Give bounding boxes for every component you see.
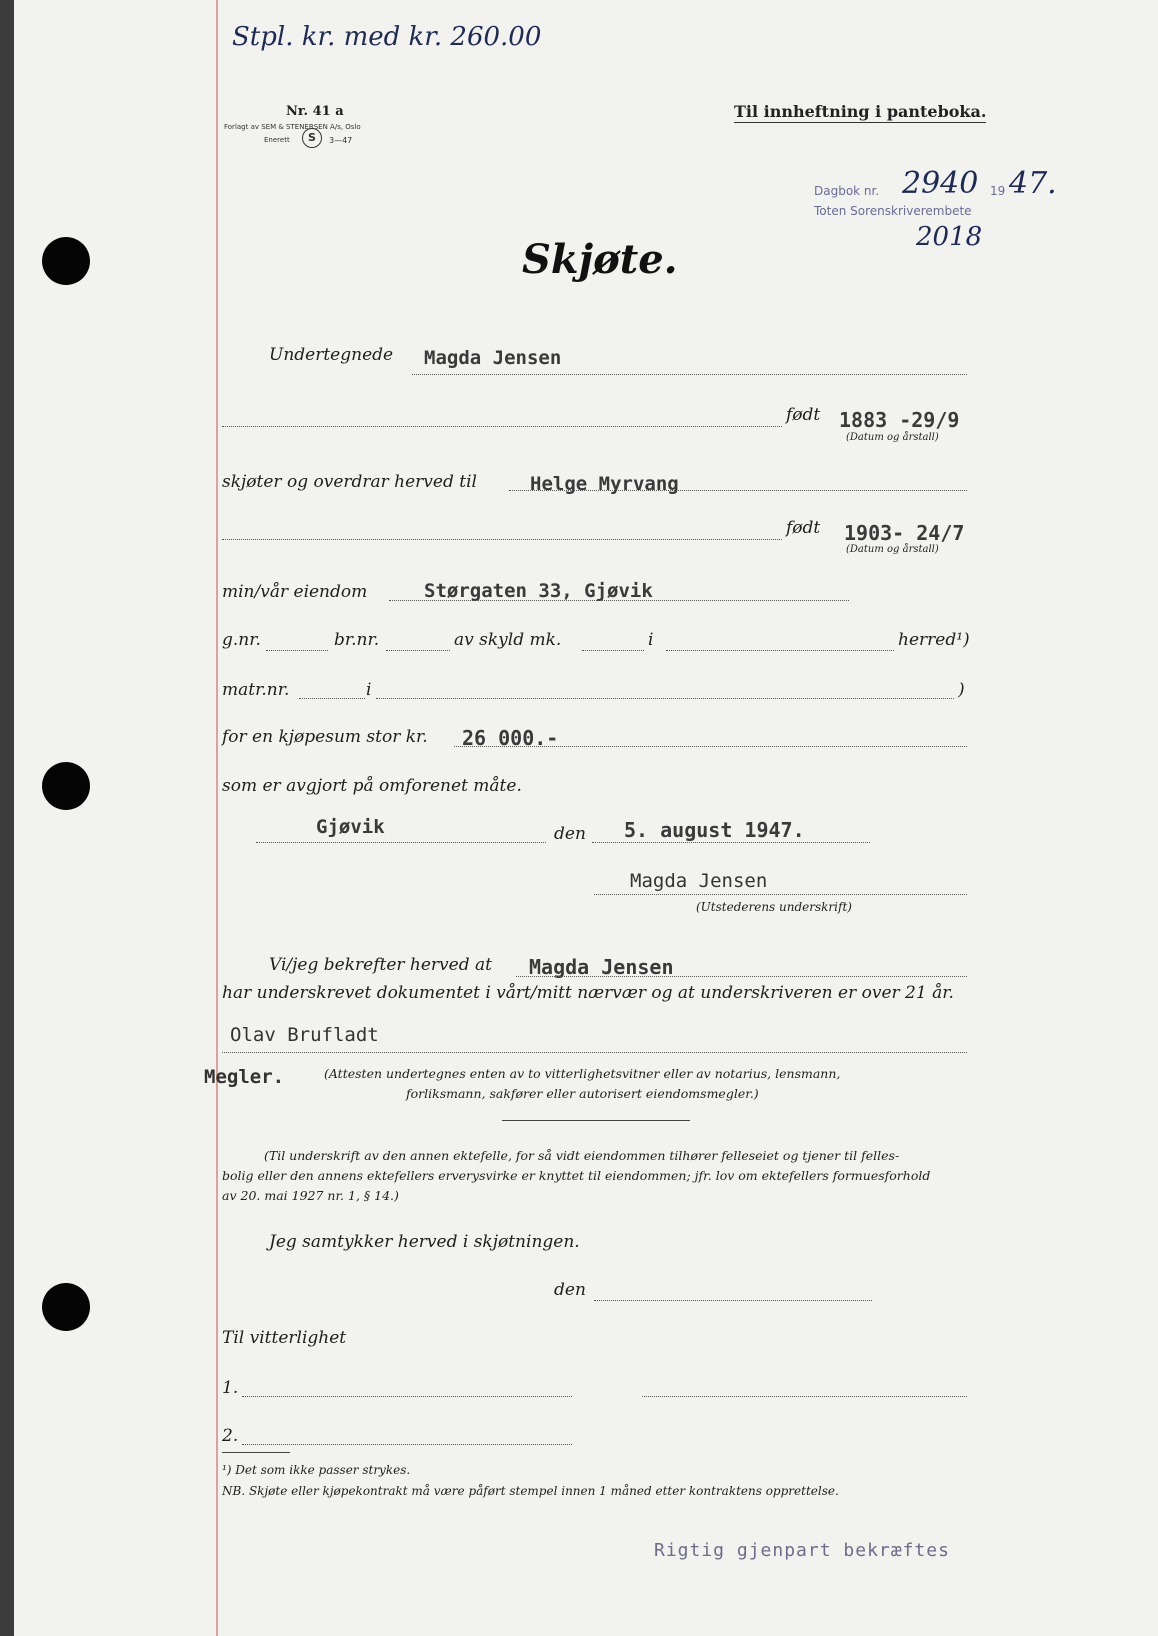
dagbok-number: 2940: [902, 166, 979, 201]
buyer-line: [509, 490, 967, 491]
dagbok-year-suffix: 47.: [1009, 166, 1057, 201]
punch-hole-bottom: [42, 1283, 90, 1331]
bekrefter-line: [516, 976, 967, 977]
place: Gjøvik: [316, 816, 385, 838]
punch-hole-top: [42, 237, 90, 285]
form-number: Nr. 41 a: [286, 104, 344, 119]
i-label: i: [648, 630, 654, 650]
witness-2-label: 2.: [222, 1426, 239, 1446]
buyer-born: 1903- 24/7: [844, 521, 965, 545]
dagbok-year-prefix: 19: [990, 184, 1006, 198]
dagbok-number2: 2018: [916, 222, 983, 252]
matrnr-herred-line: [376, 698, 954, 699]
samtykker-text: Jeg samtykker herved i skjøtningen.: [269, 1232, 580, 1252]
bekrefter-name: Magda Jensen: [529, 955, 674, 979]
skjoter-label: skjøter og overdrar herved til: [222, 472, 477, 492]
brnr-label: br.nr.: [334, 630, 380, 650]
footnote-1: ¹) Det som ikke passer strykes.: [222, 1463, 411, 1477]
witness-title: Megler.: [204, 1066, 285, 1088]
spouse-note-1: (Til underskrift av den annen ektefelle, for så vidt eiendommen tilhører felleseiet og tjener til felles-: [264, 1148, 900, 1163]
buyer-extra-line: [222, 539, 782, 540]
seller-extra-line: [222, 426, 782, 427]
vitterlighet-label: Til vitterlighet: [222, 1328, 347, 1348]
witness-1-label: 1.: [222, 1378, 239, 1398]
skyld-line: [582, 650, 644, 651]
matrnr-line: [299, 698, 365, 699]
den-label2: den: [554, 1280, 586, 1300]
buyer-name: Helge Myrvang: [530, 473, 679, 495]
footnote-rule: [222, 1452, 290, 1453]
certified-copy-stamp: Rigtig gjenpart bekræftes: [654, 1540, 950, 1561]
purchase-price: 26 000.-: [462, 726, 559, 750]
herred-label: herred¹): [898, 630, 970, 650]
matrnr-label: matr.nr.: [222, 680, 290, 700]
property-address: Størgaten 33, Gjøvik: [424, 580, 653, 602]
seller-fodt-label: født: [786, 405, 821, 425]
punch-hole-middle: [42, 762, 90, 810]
paren-close: ): [958, 680, 965, 700]
witness-1-right-line: [642, 1396, 967, 1397]
skyld-label: av skyld mk.: [454, 630, 562, 650]
handwritten-stamp-note: Stpl. kr. med kr. 260.00: [232, 22, 542, 52]
witness-2-line: [242, 1444, 572, 1445]
footnote-nb: NB. Skjøte eller kjøpekontrakt må være påført stempel innen 1 måned etter kontraktens opprettelse.: [222, 1484, 839, 1498]
matrnr-i-label: i: [366, 680, 372, 700]
gnr-line: [266, 650, 328, 651]
section-divider: [502, 1120, 690, 1121]
seller-name: Magda Jensen: [424, 347, 562, 369]
publisher-logo-icon: S: [302, 128, 322, 148]
omforenet-text: som er avgjort på omforenet måte.: [222, 776, 522, 796]
price-line: [454, 746, 967, 747]
witness-line: [222, 1052, 967, 1053]
seller-line: [412, 374, 967, 375]
seller-born: 1883 -29/9: [839, 408, 960, 432]
den-label: den: [554, 824, 586, 844]
kjopesum-label: for en kjøpesum stor kr.: [222, 727, 428, 747]
undertegnede-label: Undertegnede: [269, 345, 394, 365]
witness-signature: Olav Brufladt: [230, 1024, 379, 1046]
attest-line2: forliksmann, sakfører eller autorisert eiendomsmegler.): [406, 1086, 759, 1101]
document-title: Skjøte.: [522, 236, 678, 283]
gnr-label: g.nr.: [222, 630, 261, 650]
witness-1-line: [242, 1396, 572, 1397]
margin-line: [216, 0, 218, 1636]
document-page: [14, 0, 1158, 1636]
consent-date-line: [594, 1300, 872, 1301]
seller-datum-hint: (Datum og årstall): [846, 432, 939, 443]
bekrefter-line2: har underskrevet dokumentet i vårt/mitt nærvær og at underskriveren er over 21 år.: [222, 983, 954, 1003]
spouse-note-2: bolig eller den annens ektefellers erverysvirke er knyttet til eiendommen; jfr. lov om ektefellers formuesforhold: [222, 1168, 931, 1183]
spouse-note-3: av 20. mai 1927 nr. 1, § 14.): [222, 1188, 399, 1203]
document-date: 5. august 1947.: [624, 818, 805, 842]
publisher-date: 3—47: [329, 136, 353, 145]
herred-line: [666, 650, 894, 651]
dagbok-office: Toten Sorenskriverembete: [814, 204, 972, 218]
bekrefter-label: Vi/jeg bekrefter herved at: [269, 955, 492, 975]
signature-hint: (Utstederens underskrift): [696, 900, 852, 914]
dagbok-label: Dagbok nr.: [814, 184, 880, 198]
eiendom-label: min/vår eiendom: [222, 582, 368, 602]
property-line: [389, 600, 849, 601]
header-right: Til innheftning i panteboka.: [734, 102, 987, 121]
publisher-line2: Enerett: [264, 136, 290, 144]
date-line: [592, 842, 870, 843]
brnr-line: [386, 650, 450, 651]
publisher-line: Forlagt av SEM & STENERSEN A/s, Oslo: [224, 123, 361, 131]
signature-line: [594, 894, 967, 895]
buyer-datum-hint: (Datum og årstall): [846, 544, 939, 555]
buyer-fodt-label: født: [786, 518, 821, 538]
attest-line1: (Attesten undertegnes enten av to vitterlighetsvitner eller av notarius, lensmann,: [324, 1066, 841, 1081]
place-line: [256, 842, 546, 843]
issuer-signature: Magda Jensen: [630, 870, 768, 892]
